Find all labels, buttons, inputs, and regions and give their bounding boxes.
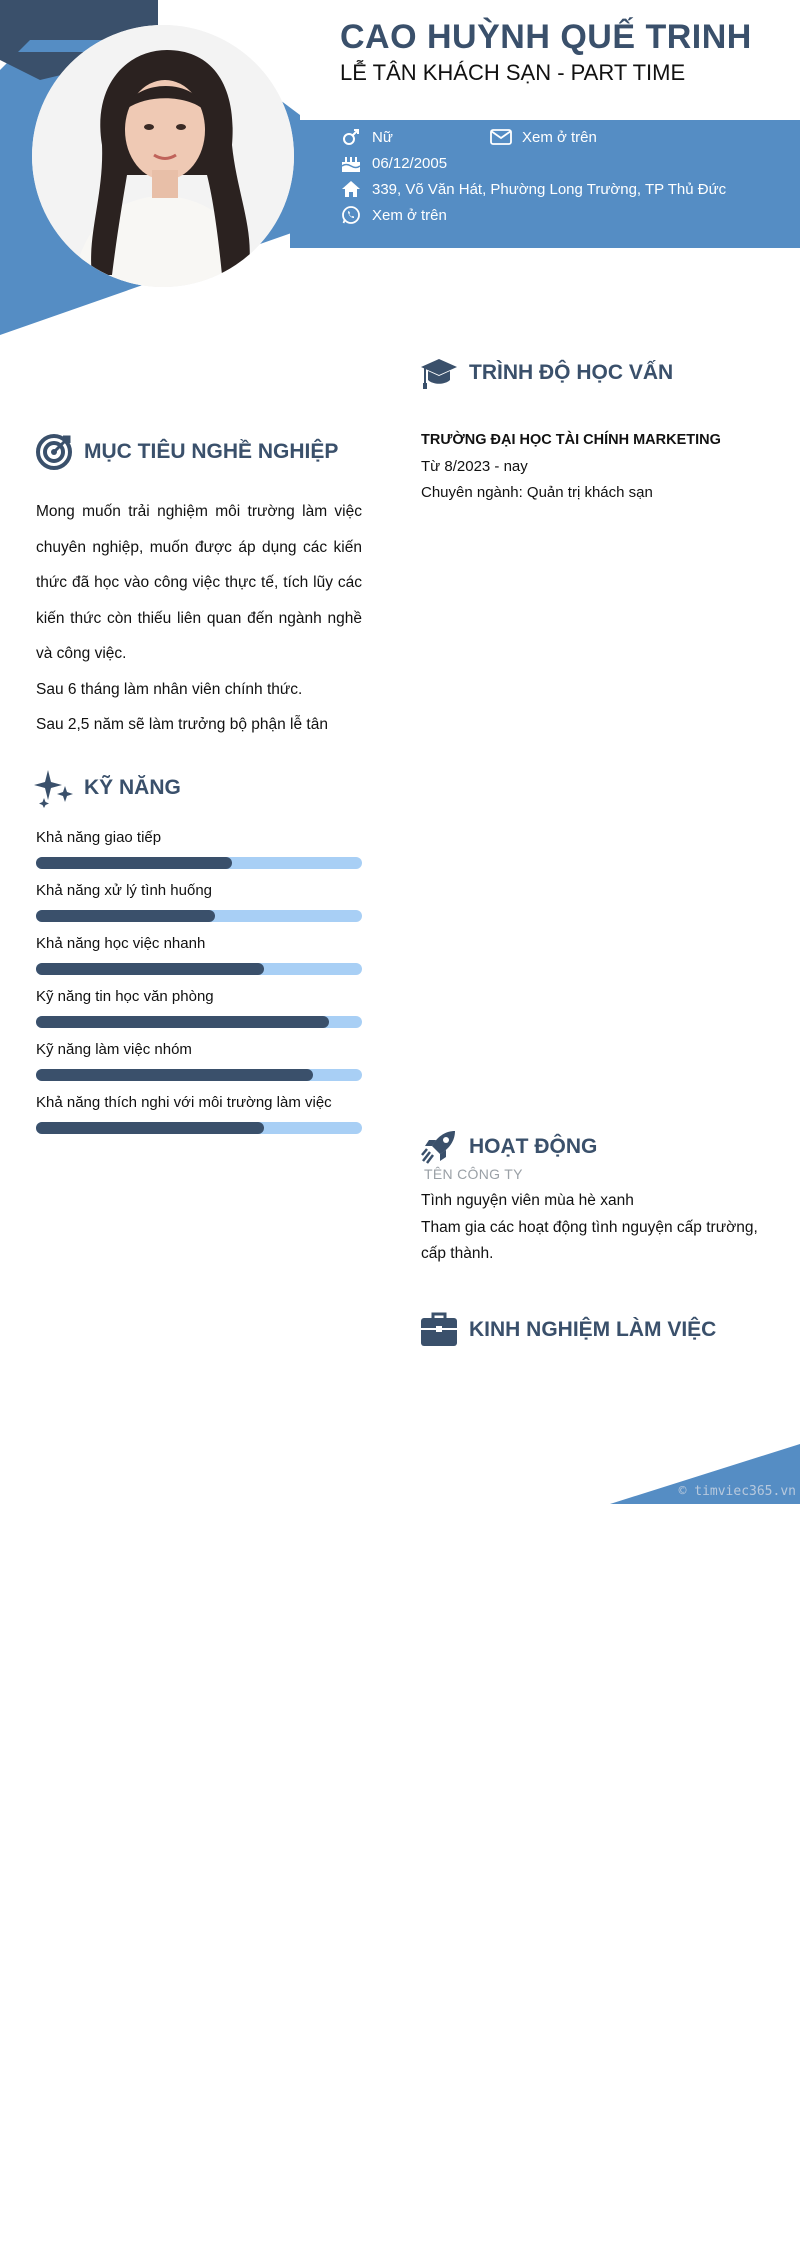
contact-phone <box>340 205 447 225</box>
contact-gender <box>340 127 393 147</box>
email-value[interactable]: Xem ở trên <box>522 128 597 146</box>
contact-birthday <box>340 153 447 173</box>
skill-bar <box>36 1069 362 1081</box>
skill-item <box>36 1040 362 1081</box>
objective-heading <box>34 432 338 472</box>
activities-heading <box>419 1127 597 1167</box>
sparkles-icon <box>34 768 74 808</box>
phone-icon <box>340 205 362 225</box>
gender-icon <box>340 127 362 147</box>
skill-bar <box>36 910 362 922</box>
skill-label: Khả năng xử lý tình huống <box>36 882 213 899</box>
contact-address <box>340 179 726 199</box>
skill-item <box>36 828 362 869</box>
skill-label: Kỹ năng làm việc nhóm <box>36 1041 192 1058</box>
briefcase-icon <box>419 1310 459 1350</box>
skill-bar <box>36 1122 362 1134</box>
skill-bar <box>36 1016 362 1028</box>
skill-fill <box>36 857 232 869</box>
skill-fill <box>36 1122 264 1134</box>
objective-line-2: Sau 6 tháng làm nhân viên chính thức. <box>36 680 303 698</box>
skill-label: Khả năng giao tiếp <box>36 829 162 846</box>
rocket-icon <box>419 1127 459 1167</box>
experience-title: KINH NGHIỆM LÀM VIỆC <box>469 1318 717 1341</box>
target-icon <box>34 432 74 472</box>
skills-heading <box>34 768 181 808</box>
experience-heading <box>419 1310 716 1350</box>
activities-title: HOẠT ĐỘNG <box>469 1135 598 1158</box>
skill-fill <box>36 963 264 975</box>
birthday-value: 06/12/2005 <box>372 154 448 172</box>
skill-label: Khả năng học việc nhanh <box>36 935 206 952</box>
education-title: TRÌNH ĐỘ HỌC VẤN <box>469 361 674 384</box>
skill-item <box>36 1093 362 1134</box>
education-heading <box>419 353 673 393</box>
graduation-cap-icon <box>419 353 459 393</box>
objective-title: MỤC TIÊU NGHỀ NGHIỆP <box>84 440 339 463</box>
skill-bar <box>36 963 362 975</box>
candidate-name: CAO HUỲNH QUẾ TRINH <box>340 18 752 56</box>
objective-line-3: Sau 2,5 năm sẽ làm trưởng bộ phận lễ tân <box>36 716 328 733</box>
education-major: Chuyên ngành: Quản trị khách sạn <box>421 484 653 501</box>
skills-title: KỸ NĂNG <box>84 776 181 799</box>
education-school: TRƯỜNG ĐẠI HỌC TÀI CHÍNH MARKETING <box>421 432 721 448</box>
skill-bar <box>36 857 362 869</box>
objective-paragraph: Mong muốn trải nghiệm môi trường làm việc chuyên nghiệp, muốn được áp dụng các kiến thức đã học vào công việc thực tế, tích lũy các kiến thức còn thiếu liên quan đến ngành nghề và công việc. <box>36 503 362 662</box>
contact-email <box>490 127 597 147</box>
skill-item <box>36 934 362 975</box>
objective-body <box>36 494 362 743</box>
email-icon <box>490 127 512 147</box>
skill-item <box>36 987 362 1028</box>
skill-item <box>36 881 362 922</box>
skill-label: Kỹ năng tin học văn phòng <box>36 988 214 1005</box>
activities-body <box>421 1188 761 1268</box>
job-title: LỄ TÂN KHÁCH SẠN - PART TIME <box>340 60 686 85</box>
activities-line-1: Tình nguyện viên mùa hè xanh <box>421 1192 634 1209</box>
phone-value[interactable]: Xem ở trên <box>372 206 447 224</box>
home-icon <box>340 179 362 199</box>
avatar-portrait <box>32 25 294 287</box>
activities-line-2: Tham gia các hoạt động tình nguyện cấp trường, cấp thành. <box>421 1218 758 1262</box>
skill-fill <box>36 910 215 922</box>
skill-fill <box>36 1016 329 1028</box>
activities-company: TÊN CÔNG TY <box>424 1166 523 1182</box>
watermark: © timviec365.vn <box>678 1484 796 1499</box>
birthday-cake-icon <box>340 153 362 173</box>
skill-label: Khả năng thích nghi với môi trường làm việc <box>36 1094 332 1111</box>
education-period: Từ 8/2023 - nay <box>421 458 528 475</box>
skill-fill <box>36 1069 313 1081</box>
gender-value: Nữ <box>372 128 393 146</box>
avatar <box>32 25 294 287</box>
address-value: 339, Võ Văn Hát, Phường Long Trường, TP Thủ Đức <box>372 180 727 198</box>
